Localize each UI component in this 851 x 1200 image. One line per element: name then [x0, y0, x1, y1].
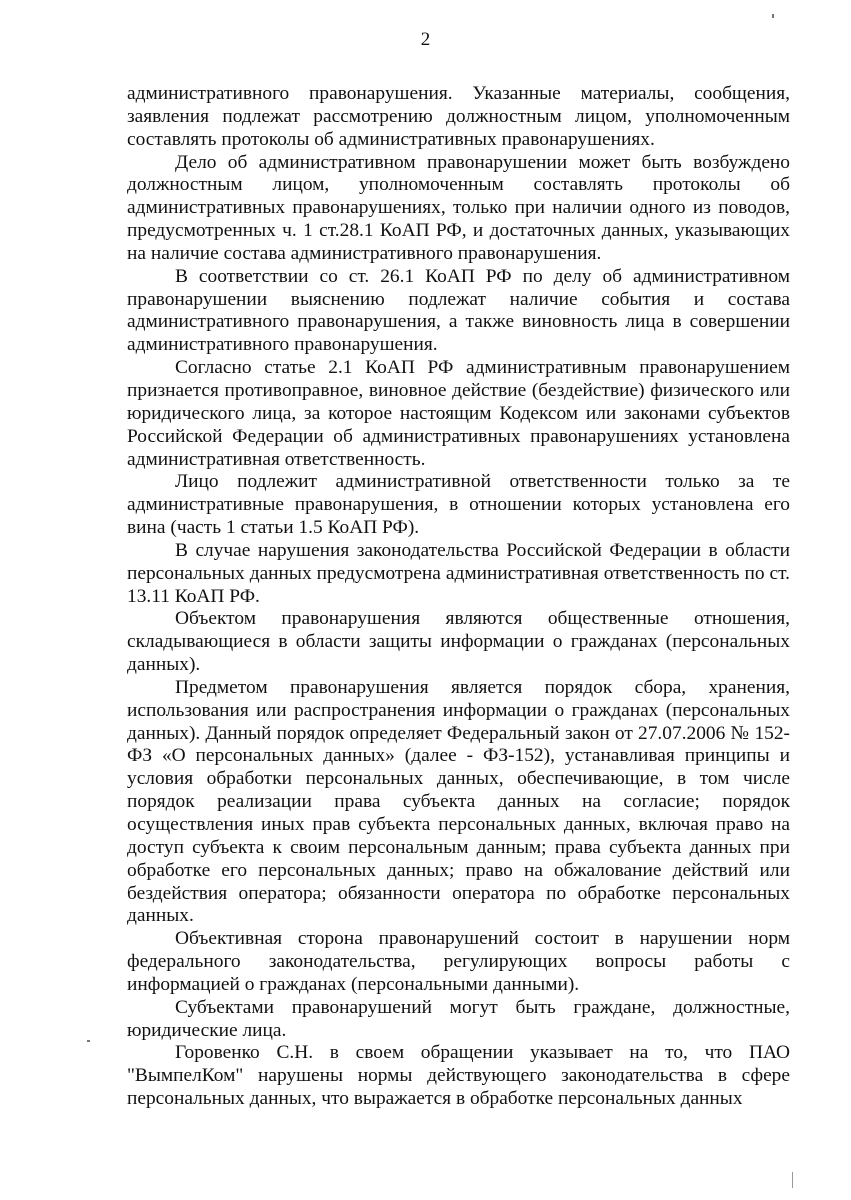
scan-artifact-top	[772, 14, 774, 18]
paragraph-8: Предметом правонарушения является порядок сбора, хранения, использования или распространения информации о гражданах (персональных данных). Данный порядок определяет Федеральный закон от 27.07.2006 № 152-ФЗ «О персональных данных» (далее - ФЗ-152), устанавливая принципы и условия обработки персональных данных, обеспечивающие, в том числе порядок реализации права субъекта данных на согласие; порядок осуществления иных прав субъекта персональных данных, включая право на доступ субъекта к своим персональным данным; права субъекта данных при обработке его персональных данных; право на обжалование действий или бездействия оператора; обязанности оператора по обработке персональных данных.	[127, 676, 790, 927]
scan-artifact-bottom	[792, 1172, 793, 1188]
paragraph-3: В соответствии со ст. 26.1 КоАП РФ по делу об административном правонарушении выяснению подлежат наличие события и состава административного правонарушения, а также виновность лица в совершении административного правонарушения.	[127, 265, 790, 356]
paragraph-5: Лицо подлежит административной ответственности только за те административные правонарушения, в отношении которых установлена его вина (часть 1 статьи 1.5 КоАП РФ).	[127, 471, 790, 539]
paragraph-6: В случае нарушения законодательства Российской Федерации в области персональных данных предусмотрена административная ответственность по ст. 13.11 КоАП РФ.	[127, 539, 790, 607]
document-body	[127, 83, 790, 1111]
paragraph-10: Субъектами правонарушений могут быть граждане, должностные, юридические лица.	[127, 996, 790, 1041]
scan-artifact-left	[87, 1040, 90, 1042]
paragraph-1: административного правонарушения. Указанные материалы, сообщения, заявления подлежат рассмотрению должностным лицом, уполномоченным составлять протоколы об административных правонарушениях.	[127, 83, 790, 150]
paragraph-11: Горовенко С.Н. в своем обращении указывает на то, что ПАО "ВымпелКом" нарушены нормы действующего законодательства в сфере персональных данных, что выражается в обработке персональных данных	[127, 1042, 790, 1110]
page-number: 2	[420, 29, 431, 50]
paragraph-7: Объектом правонарушения являются общественные отношения, складывающиеся в области защиты информации о гражданах (персональных данных).	[127, 608, 790, 676]
paragraph-2: Дело об административном правонарушении может быть возбуждено должностным лицом, уполномоченным составлять протоколы об административных правонарушениях, только при наличии одного из поводов, предусмотренных ч. 1 ст.28.1 КоАП РФ, и достаточных данных, указывающих на наличие состава административного правонарушения.	[127, 151, 790, 264]
paragraph-9: Объективная сторона правонарушений состоит в нарушении норм федерального законодательства, регулирующих вопросы работы с информацией о гражданах (персональными данными).	[127, 928, 790, 995]
paragraph-4: Согласно статье 2.1 КоАП РФ административным правонарушением признается противоправное, виновное действие (бездействие) физического или юридического лица, за которое настоящим Кодексом или законами субъектов Российской Федерации об административных правонарушениях установлена административная ответственность.	[127, 357, 790, 470]
